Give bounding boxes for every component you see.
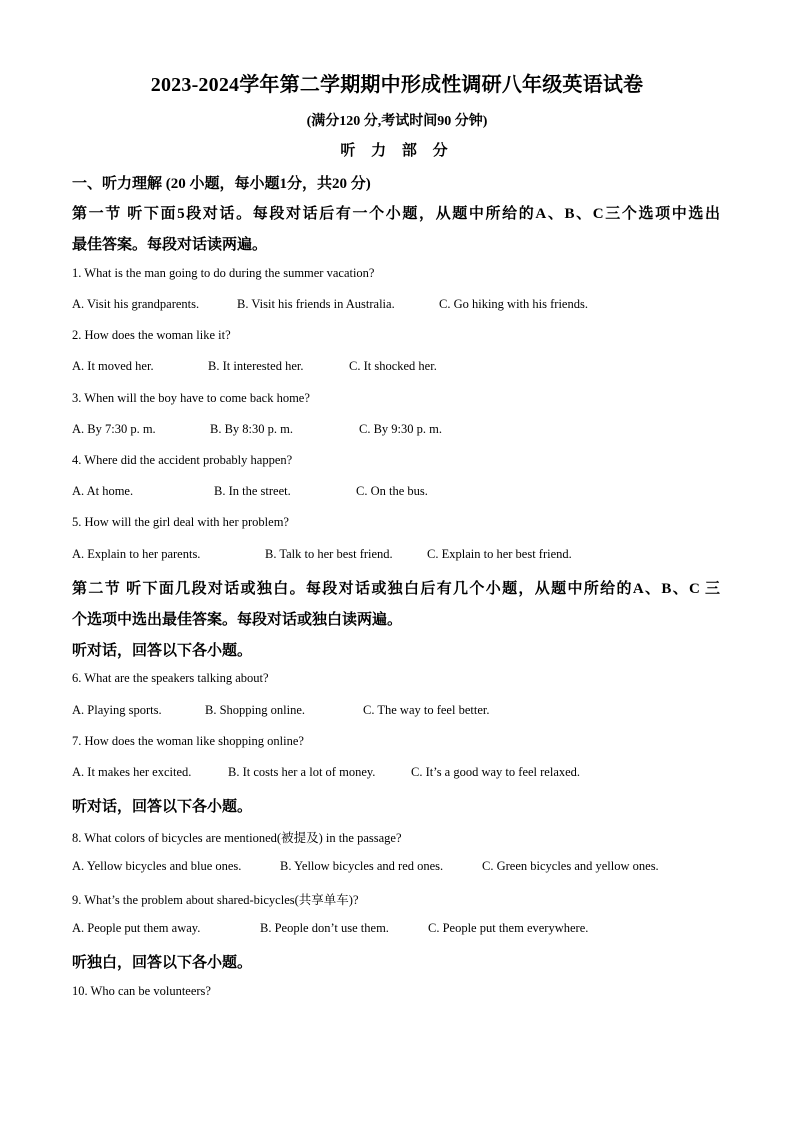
option-a: A. Yellow bicycles and blue ones. [72, 859, 242, 873]
dialogue1-heading: 听对话，回答以下各小题。 [72, 643, 253, 659]
option-a: A. Playing sports. [72, 703, 162, 717]
option-c: C. It’s a good way to feel relaxed. [411, 765, 581, 779]
question-1: 1. What is the man going to do during the summer vacation? [72, 266, 375, 280]
option-c: C. Green bicycles and yellow ones. [482, 859, 659, 873]
question-7: 7. How does the woman like shopping online? [72, 734, 304, 748]
option-c: C. By 9:30 p. m. [359, 422, 442, 436]
option-b: B. Talk to her best friend. [265, 547, 393, 561]
option-a: A. Visit his grandparents. [72, 297, 200, 311]
monologue-heading: 听独白，回答以下各小题。 [72, 955, 253, 971]
option-c: C. On the bus. [356, 484, 428, 498]
option-b: B. In the street. [214, 484, 291, 498]
question-5: 5. How will the girl deal with her problem? [72, 515, 289, 529]
option-b: B. Visit his friends in Australia. [237, 297, 395, 311]
option-b: B. It costs her a lot of money. [228, 765, 376, 779]
option-a: A. At home. [72, 484, 134, 498]
option-a: A. People put them away. [72, 921, 201, 935]
part2-instruction-line1: 第二节 听下面几段对话或独白。每段对话或独白后有几个小题，从题中所给的A、B、C 三 [72, 581, 720, 597]
option-c: C. The way to feel better. [363, 703, 490, 717]
option-b: B. Shopping online. [205, 703, 306, 717]
dialogue2-heading: 听对话，回答以下各小题。 [72, 799, 253, 815]
question-3: 3. When will the boy have to come back home? [72, 391, 310, 405]
option-c: C. Explain to her best friend. [427, 547, 572, 561]
question-6: 6. What are the speakers talking about? [72, 671, 269, 685]
option-a: A. Explain to her parents. [72, 547, 201, 561]
exam-subtitle: (满分120 分,考试时间90 分钟) [306, 114, 488, 129]
question-9: 9. What’s the problem about shared-bicycles(共享单车)? [72, 893, 359, 907]
question-4: 4. Where did the accident probably happen? [72, 453, 293, 467]
option-c: C. People put them everywhere. [428, 921, 589, 935]
question-10: 10. Who can be volunteers? [72, 984, 211, 998]
question-8: 8. What colors of bicycles are mentioned(被提及) in the passage? [72, 831, 402, 845]
part2-instruction-line2: 个选项中选出最佳答案。每段对话或独白读两遍。 [72, 612, 403, 628]
option-a: A. By 7:30 p. m. [72, 422, 156, 436]
question-2: 2. How does the woman like it? [72, 328, 231, 342]
option-c: C. It shocked her. [349, 359, 437, 373]
option-b: B. It interested her. [208, 359, 304, 373]
option-a: A. It moved her. [72, 359, 154, 373]
part-heading: 听 力 部 分 [340, 143, 454, 159]
section1-heading: 一、听力理解 (20 小题，每小题1分，共20 分) [72, 176, 371, 192]
option-b: B. By 8:30 p. m. [210, 422, 293, 436]
exam-title: 2023-2024学年第二学期期中形成性调研八年级英语试卷 [150, 74, 644, 96]
option-a: A. It makes her excited. [72, 765, 192, 779]
option-b: B. Yellow bicycles and red ones. [280, 859, 444, 873]
part1-instruction-line1: 第一节 听下面5段对话。每段对话后有一个小题，从题中所给的A、B、C三个选项中选出 [72, 206, 720, 222]
option-c: C. Go hiking with his friends. [439, 297, 588, 311]
part1-instruction-line2: 最佳答案。每段对话读两遍。 [72, 237, 268, 253]
option-b: B. People don’t use them. [260, 921, 389, 935]
